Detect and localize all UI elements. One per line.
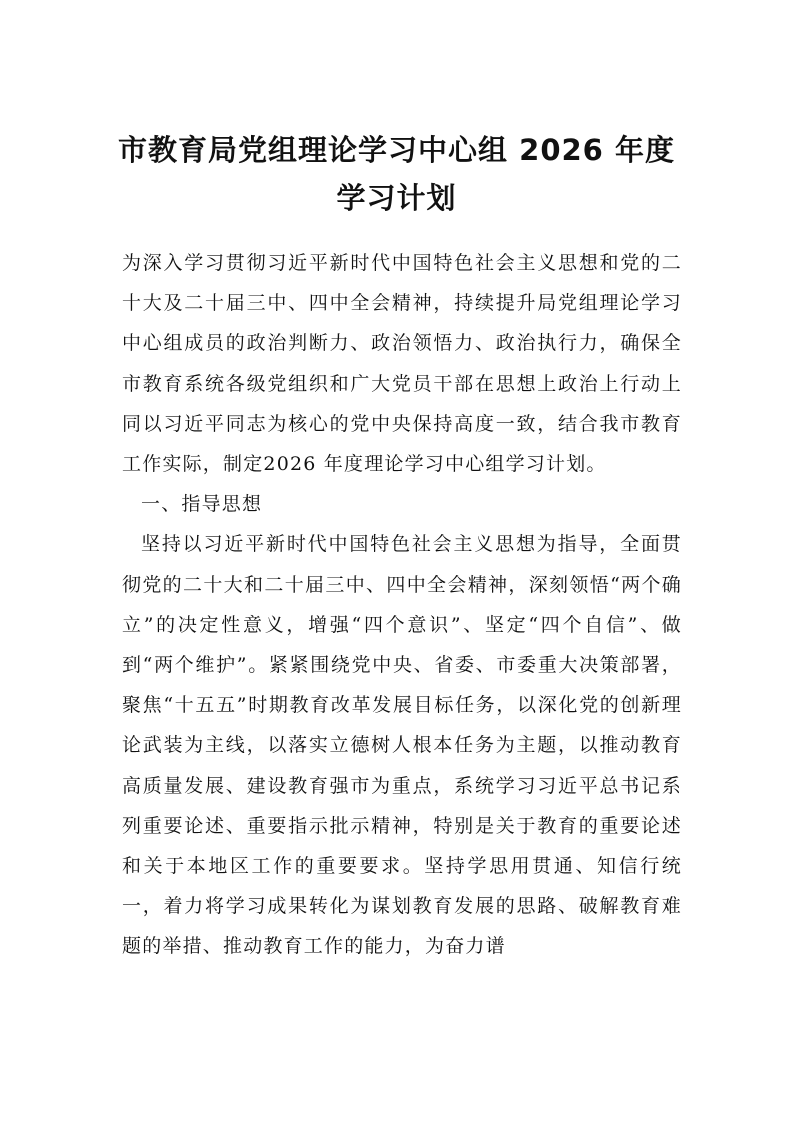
- intro-paragraph: 为深入学习贯彻习近平新时代中国特色社会主义思想和党的二十大及二十届三中、四中全会精神，持续提升局党组理论学习中心组成员的政治判断力、政治领悟力、政治执行力，确保全市教育系统各级党组织和广大党员干部在思想上政治上行动上同以习近平同志为核心的党中央保持高度一致，结合我市教育工作实际，制定2026 年度理论学习中心组学习计划。: [122, 252, 682, 476]
- section-paragraph-guiding-ideology: 坚持以习近平新时代中国特色社会主义思想为指导，全面贯彻党的二十大和二十届三中、四中全会精神，深刻领悟“两个确立”的决定性意义，增强“四个意识”、坚定“四个自信”、做到“两个维护”。紧紧围绕党中央、省委、市委重大决策部署，聚焦“十五五”时期教育改革发展目标任务，以深化党的创新理论武装为主线，以落实立德树人根本任务为主题，以推动教育高质量发展、建设教育强市为重点，系统学习习近平总书记系列重要论述、重要指示批示精神，特别是关于教育的重要论述和关于本地区工作的重要要求。坚持学思用贯通、知信行统一，着力将学习成果转化为谋划教育发展的思路、破解教育难题的举措、推动教育工作的能力，为奋力谱: [122, 533, 682, 958]
- document-title: 市教育局党组理论学习中心组 2026 年度学习计划: [118, 133, 675, 215]
- document-body: [122, 243, 682, 967]
- section-heading-guiding-ideology: 一、指导思想: [141, 493, 263, 516]
